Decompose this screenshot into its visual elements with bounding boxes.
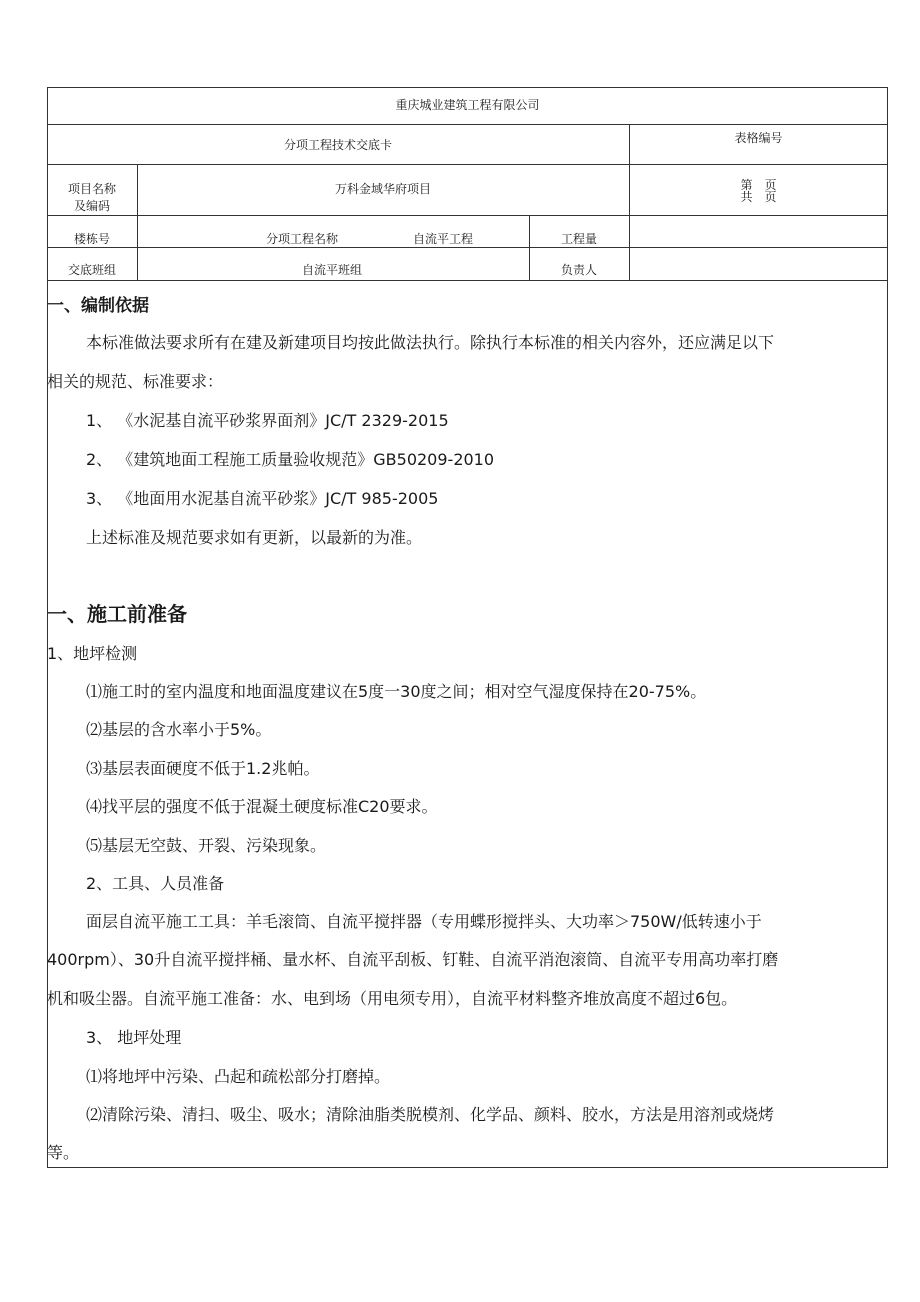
- team-value: 自流平班组: [302, 263, 363, 277]
- subproject-label: 分项工程名称: [266, 232, 339, 246]
- subheading-treatment: 3、 地坪处理: [86, 1028, 182, 1047]
- table-rule: [47, 124, 888, 125]
- section-heading-preparation: 一、施工前准备: [47, 602, 187, 626]
- table-rule: [47, 280, 888, 281]
- check-item: ⑸基层无空鼓、开裂、污染现象。: [86, 836, 327, 855]
- tools-line-3: 机和吸尘器。自流平施工准备：水、电到场（用电须专用），自流平材料整齐堆放高度不超过6包。: [47, 989, 738, 1008]
- page-total-label: 共 页: [740, 190, 777, 204]
- table-rule: [47, 215, 888, 216]
- standards-closing: 上述标准及规范要求如有更新，以最新的为准。: [86, 528, 423, 547]
- standard-item: 1、 《水泥基自流平砂浆界面剂》JC/T 2329-2015: [86, 411, 449, 430]
- tools-line-1: 面层自流平施工工具：羊毛滚筒、自流平搅拌器（专用蝶形搅拌头、大功率＞750W/低转速小于: [86, 912, 762, 931]
- project-label-line2: 及编码: [73, 199, 110, 213]
- project-name: 万科金域华府项目: [334, 182, 431, 196]
- section-heading-basis: 一、编制依据: [47, 296, 149, 316]
- intro-line-2: 相关的规范、标准要求：: [47, 372, 224, 391]
- check-item: ⑷找平层的强度不低于混凝土硬度标准C20要求。: [86, 797, 438, 816]
- subproject-value: 自流平工程: [413, 232, 474, 246]
- subheading-floor-check: 1、地坪检测: [47, 644, 138, 663]
- building-number-label: 楼栋号: [73, 232, 110, 246]
- treatment-item: ⑴将地坪中污染、凸起和疏松部分打磨掉。: [86, 1067, 391, 1086]
- subheading-tools: 2、工具、人员准备: [86, 874, 225, 893]
- card-title: 分项工程技术交底卡: [283, 138, 392, 152]
- check-item: ⑶基层表面硬度不低于1.2兆帕。: [86, 759, 320, 778]
- table-rule: [47, 247, 888, 248]
- team-label: 交底班组: [67, 263, 116, 277]
- treatment-item: ⑵清除污染、清扫、吸尘、吸水；清除油脂类脱模剂、化学品、颜料、胶水，方法是用溶剂或烧烤: [86, 1105, 775, 1124]
- standard-item: 3、 《地面用水泥基自流平砂浆》JC/T 985-2005: [86, 489, 439, 508]
- company-name: 重庆城业建筑工程有限公司: [395, 98, 540, 112]
- owner-label: 负责人: [561, 263, 598, 277]
- check-item: ⑴施工时的室内温度和地面温度建议在5度一30度之间；相对空气湿度保持在20-75%。: [86, 682, 707, 701]
- tools-line-2: 400rpm）、30升自流平搅拌桶、量水杯、自流平刮板、钉鞋、自流平消泡滚筒、自流平专用高功率打磨: [47, 950, 779, 969]
- treatment-item-continued: 等。: [47, 1143, 80, 1162]
- check-item: ⑵基层的含水率小于5%。: [86, 720, 272, 739]
- standard-item: 2、 《建筑地面工程施工质量验收规范》GB50209-2010: [86, 450, 495, 469]
- form-number-label: 表格编号: [734, 131, 783, 145]
- page-number-label: 第 页: [740, 178, 777, 192]
- quantity-label: 工程量: [561, 232, 598, 246]
- table-rule: [47, 164, 888, 165]
- table-rule: [529, 215, 530, 280]
- project-label-line1: 项目名称: [67, 182, 116, 196]
- intro-line-1: 本标准做法要求所有在建及新建项目均按此做法执行。除执行本标准的相关内容外，还应满足以下: [86, 333, 775, 352]
